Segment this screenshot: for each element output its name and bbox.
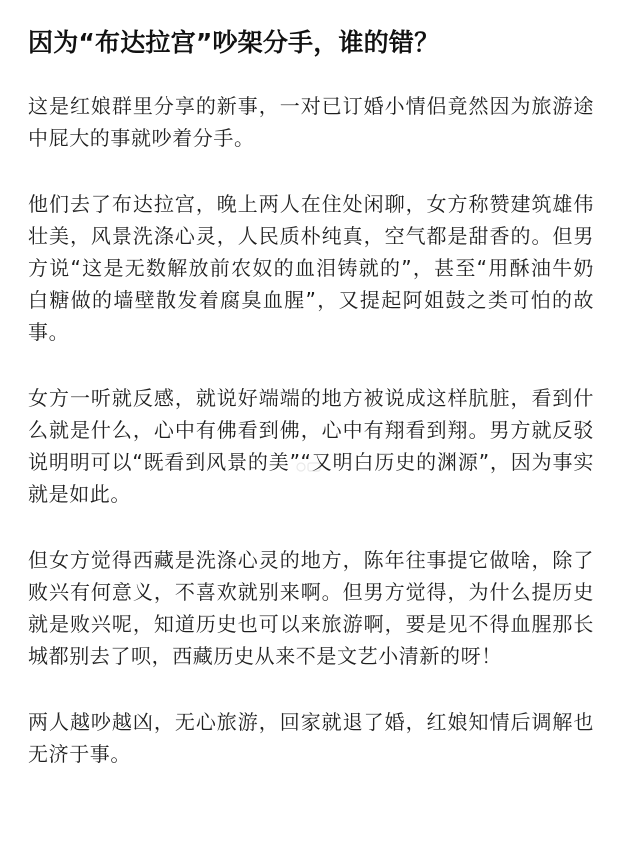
paragraph-3: 女方一听就反感，就说好端端的地方被说成这样肮脏，看到什么就是什么，心中有佛看到佛，心中有翔看到翔。男方就反驳说明明可以“既看到风景的美”“又明白历史的渊源”，因为事实就是如此。 (28, 386, 594, 506)
paragraph-5: 两人越吵越凶，无心旅游，回家就退了婚，红娘知情后调解也无济于事。 (28, 710, 594, 766)
paragraph-2: 他们去了布达拉宫，晚上两人在住处闲聊，女方称赞建筑雄伟壮美，风景洗涤心灵，人民质朴纯真，空气都是甜香的。但男方说“这是无数解放前农奴的血泪铸就的”，甚至“用酥油牛奶白糖做的墙壁散发着腐臭血腥”，又提起阿姐鼓之类可怕的故事。 (28, 192, 594, 344)
watermark-icon (296, 460, 322, 474)
article-title: 因为“布达拉宫”吵架分手，谁的错？ (28, 28, 440, 57)
article-body (28, 90, 594, 770)
paragraph-1: 这是红娘群里分享的新事，一对已订婚小情侣竟然因为旅游途中屁大的事就吵着分手。 (28, 94, 594, 150)
paragraph-4: 但女方觉得西藏是洗涤心灵的地方，陈年往事提它做啥，除了败兴有何意义，不喜欢就别来啊。但男方觉得，为什么提历史就是败兴呢，知道历史也可以来旅游啊，要是见不得血腥那长城都别去了呗，西藏历史从来不是文艺小清新的呀！ (28, 548, 594, 668)
